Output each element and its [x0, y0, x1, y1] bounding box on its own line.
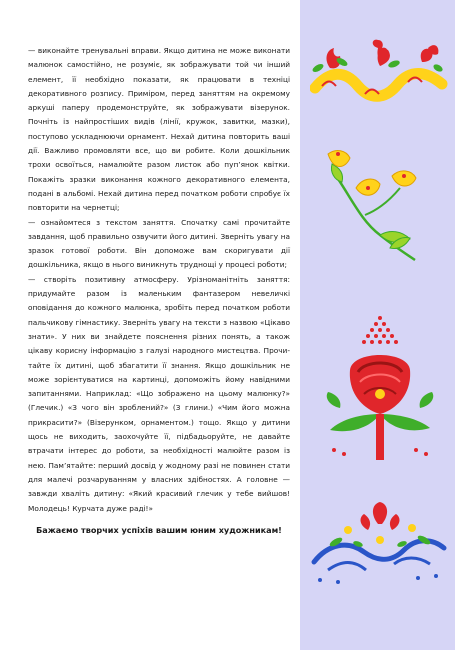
paragraph-exercises: — виконайте тренувальні вправи. Якщо дитина не може виконати малюнок самостійно, не розуміє, як зображувати той чи інший елемент, її необхідно показати, як працювати в техніці декоративного розпису. Приміром, перед заняттям на окремому аркуші паперу продемонструйте, як зображувати візерунок. Почніть із найпростіших видів (лінії, кружок, завитки, мазки), поступово ускладнюючи орнамент. Нехай дитина повторить ваші дії. Важливо промовляти все, що ви робите. Коли дошкільник трохи освоїться, намалюйте разом листок або пуп’янок квітки. Покажіть зразки виконання кожного декоративного елемента, подані в альбомі. Нехай дитина перед початком роботи спробує їх повторити на чернетці; — [28, 46, 290, 213]
closing-wish: Бажаємо творчих успіхів вашим юним художникам! — [36, 524, 282, 535]
paragraph-atmosphere: — створіть позитивну атмосферу. Урізноманітніть заняття: придумайте разом із маленьким фантазером невеличкі оповідання до кожного малюнка, зробіть перед початком роботи пальчикову гімнастику. Зверніть увагу на тексти з назвою «Цікаво знати». У них ви знайдете пояснення різних понять, а також цікаву корисну інформацію з галузі народного мистецтва. Прочитайте їх дитині, щоб збагатити її знання. Якщо дошкільник не може зорієнтуватися на картинці, допоможіть йому навідними запитаннями. Наприклад: «Що зображено на цьому малюнку?» (Глечик.) «З чого він зроблений?» (З глини.) «Чим його можна прикрасити?» (Візерунком, орнаментом.) тощо. Якщо у дитини щось не виходить, заохочуйте її, підбадьоруйте, не давайте втрачати інтерес до роботи, за необхідності малюйте разом із нею. Пам’ятайте: перший досвід у жодному разі не повинен стати для малечі розчаруванням у власних здібностях. А головне — завжди хваліть дитину: «Який красивий глечик у тебе вийшов! Молодець! Курчата дуже раді!» — [28, 274, 290, 513]
paragraph-read-task: — ознайомтеся з текстом заняття. Спочатку самі прочитайте завдання, щоб правильно озвучити його дитині. Зверніть увагу на зразок готової роботи. Він допоможе вам скоригувати дії дошкільника, якщо в нього виникнуть труднощі у процесі роботи; — [28, 217, 290, 270]
yellow-flower-bud-branch-icon — [320, 140, 430, 270]
red-flower-pot-ornament-icon — [320, 310, 440, 465]
decor-panel — [300, 0, 455, 650]
blue-swirl-floral-ornament-icon — [308, 500, 450, 590]
red-yellow-wave-ornament-icon — [310, 38, 450, 110]
body-text — [28, 44, 290, 536]
